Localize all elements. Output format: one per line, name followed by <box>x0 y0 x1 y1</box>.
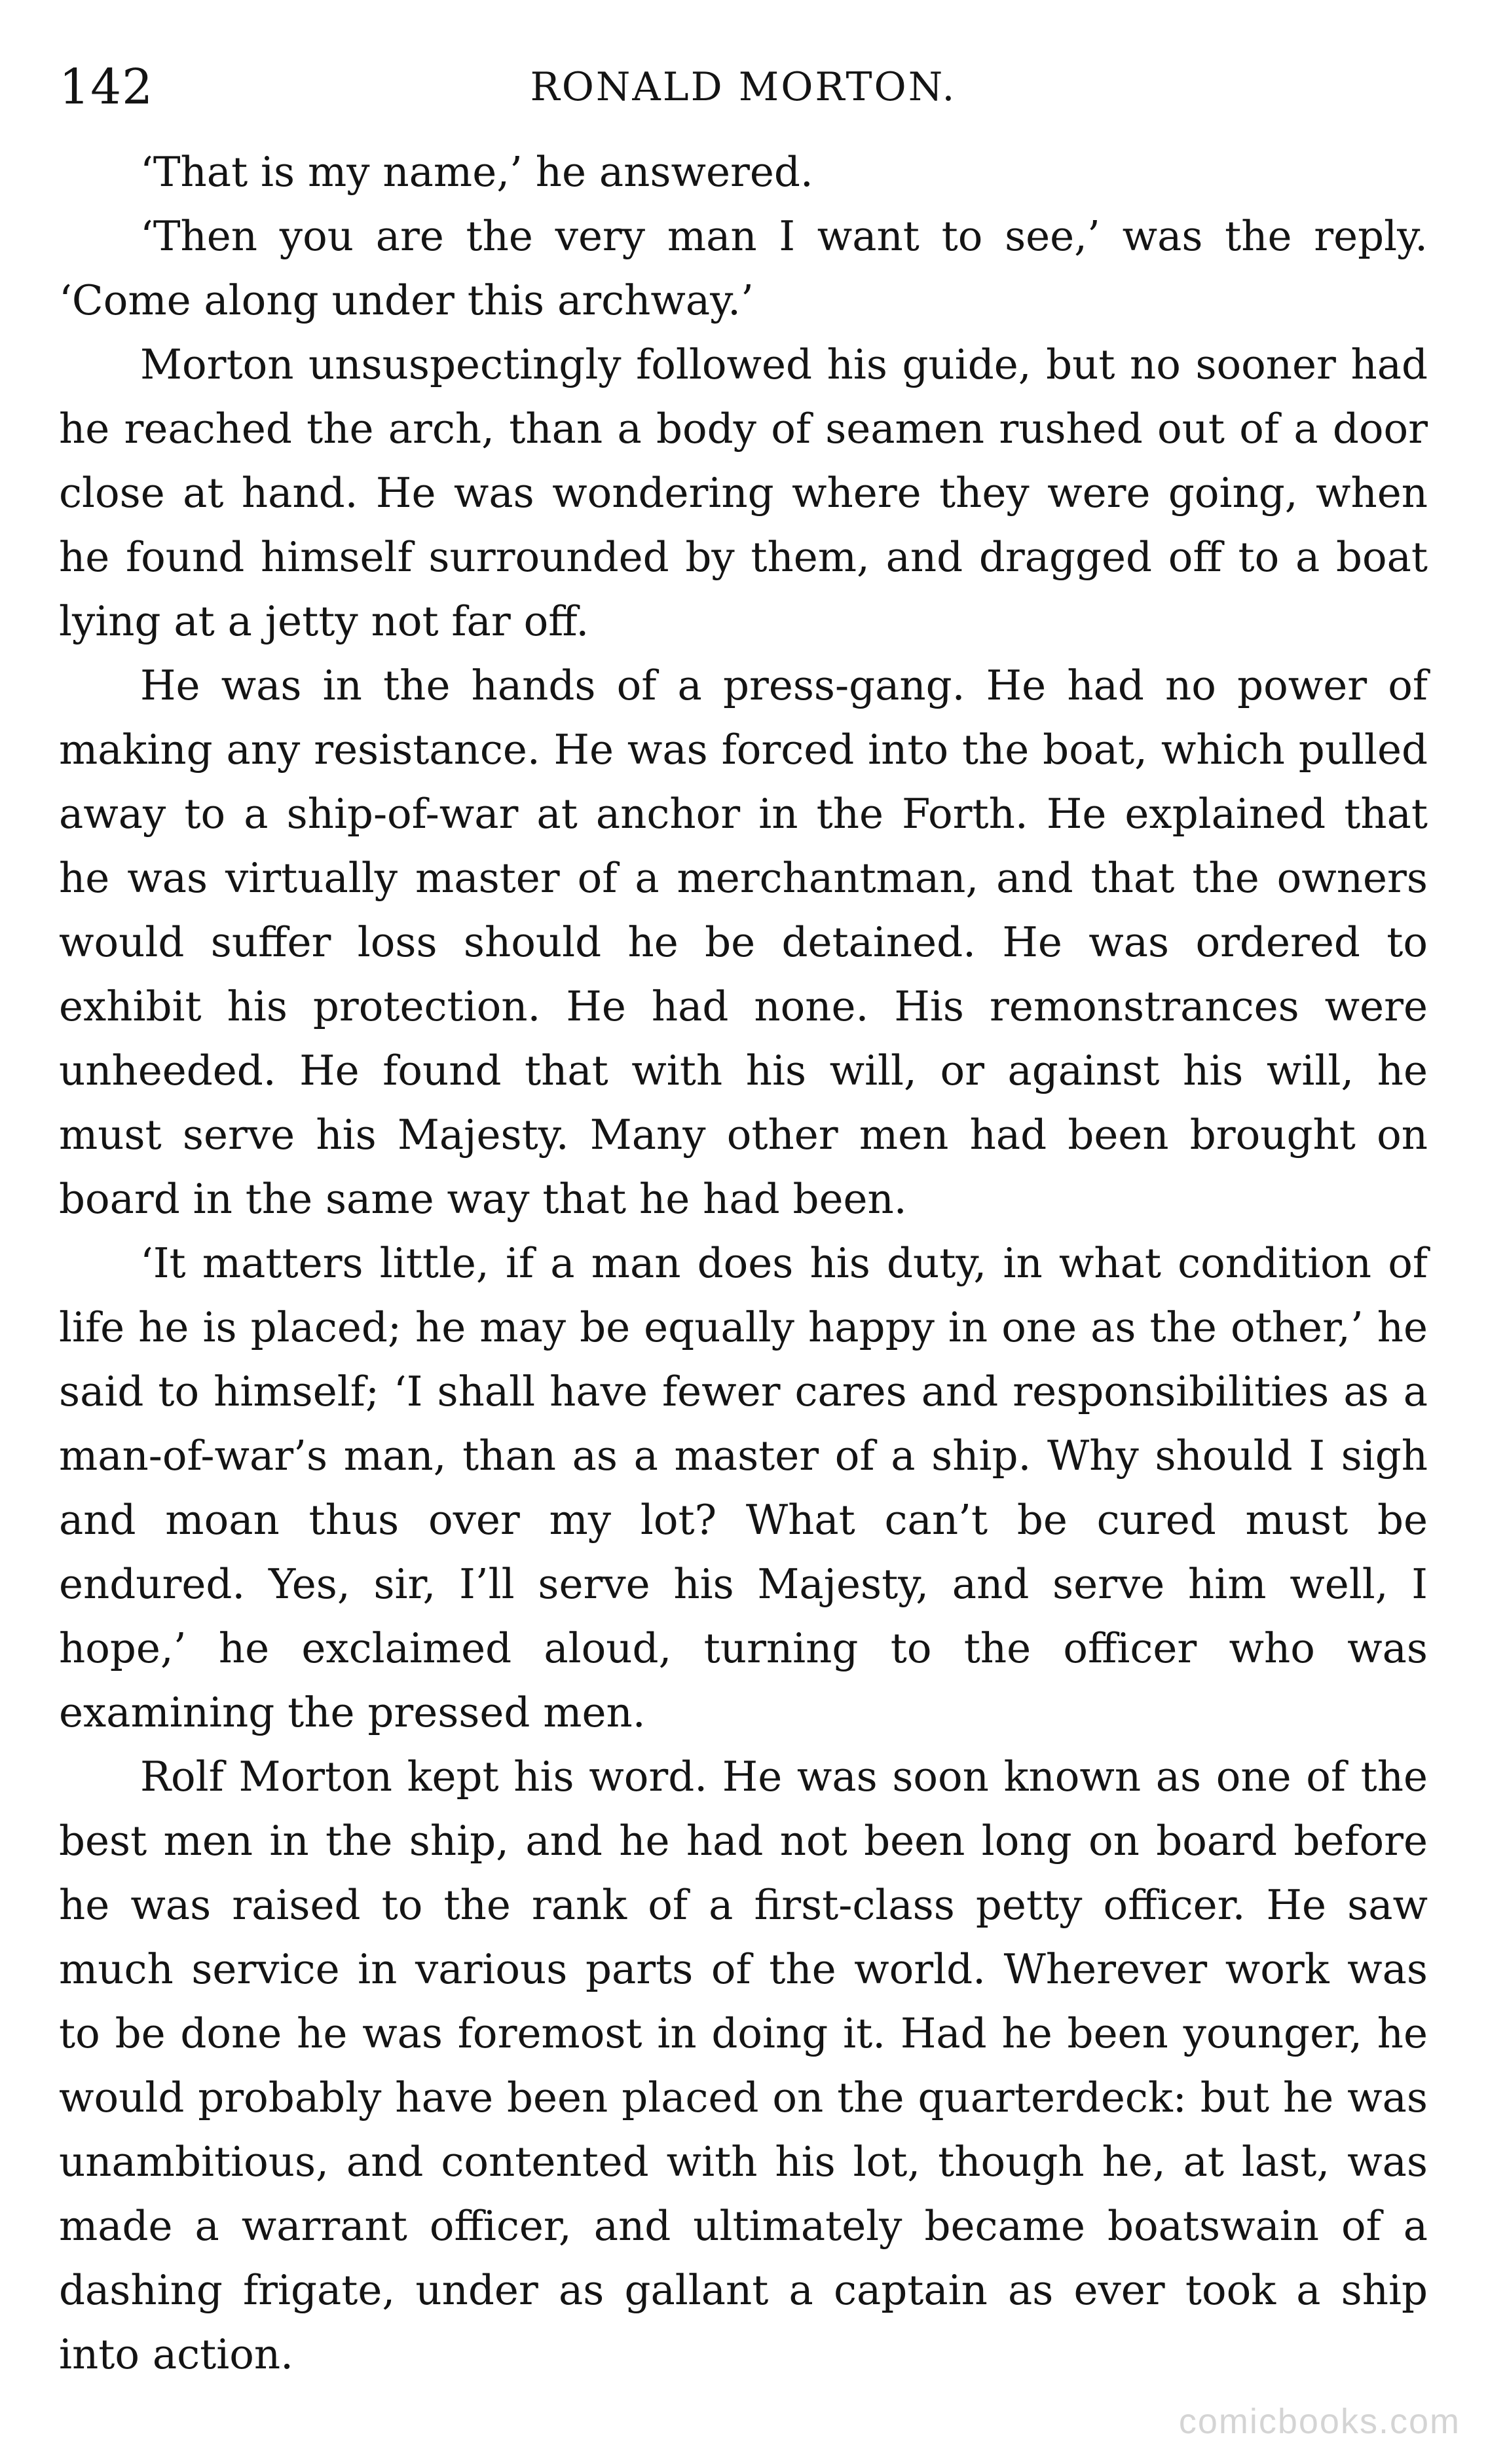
paragraph-5: ‘It matters little, if a man does his duty, in what condition of life he is placed; he may be equally happy in one as the other,’ he said to himself; ‘I shall have fewer cares and responsibilities as a man-of-war’s man, than as a master of a ship. Why should I sigh and moan thus over my lot? What can’t be cured must be endured. Yes, sir, I’ll serve his Majesty, and serve him well, I hope,’ he exclaimed aloud, turning to the officer who was examining the pressed men. <box>59 1239 1428 1736</box>
running-head: RONALD MORTON. <box>530 64 957 110</box>
paragraph-3: Morton unsuspectingly followed his guide, but no sooner had he reached the arch, than a body of seamen rushed out of a door close at hand. He was wondering where they were going, when he found himself surrounded by them, and dragged off to a boat lying at a jetty not far off. <box>59 341 1428 645</box>
page-header <box>59 51 1428 123</box>
paragraph-2: ‘Then you are the very man I want to see,’ was the reply. ‘Come along under this archway.’ <box>59 212 1428 324</box>
paragraph-6: Rolf Morton kept his word. He was soon known as one of the best men in the ship, and he had not been long on board before he was raised to the rank of a first-class petty officer. He saw much service in various parts of the world. Wherever work was to be done he was foremost in doing it. Had he been younger, he would probably have been placed on the quarterdeck: but he was unambitious, and contented with his lot, though he, at last, was made a warrant officer, and ultimately became boatswain of a dashing frigate, under as gallant a captain as ever took a ship into action. <box>59 1753 1428 2378</box>
body-text <box>59 140 1428 2387</box>
paragraph-4: He was in the hands of a press-gang. He had no power of making any resistance. He was forced into the boat, which pulled away to a ship-of-war at anchor in the Forth. He explained that he was virtually master of a merchantman, and that the owners would suffer loss should he be detained. He was ordered to exhibit his protection. He had none. His remonstrances were unheeded. He found that with his will, or against his will, he must serve his Majesty. Many other men had been brought on board in the same way that he had been. <box>59 662 1428 1223</box>
watermark: comicbooks.com <box>1178 2402 1460 2441</box>
paragraph-1: ‘That is my name,’ he answered. <box>140 148 813 196</box>
page-number: 142 <box>59 59 154 115</box>
